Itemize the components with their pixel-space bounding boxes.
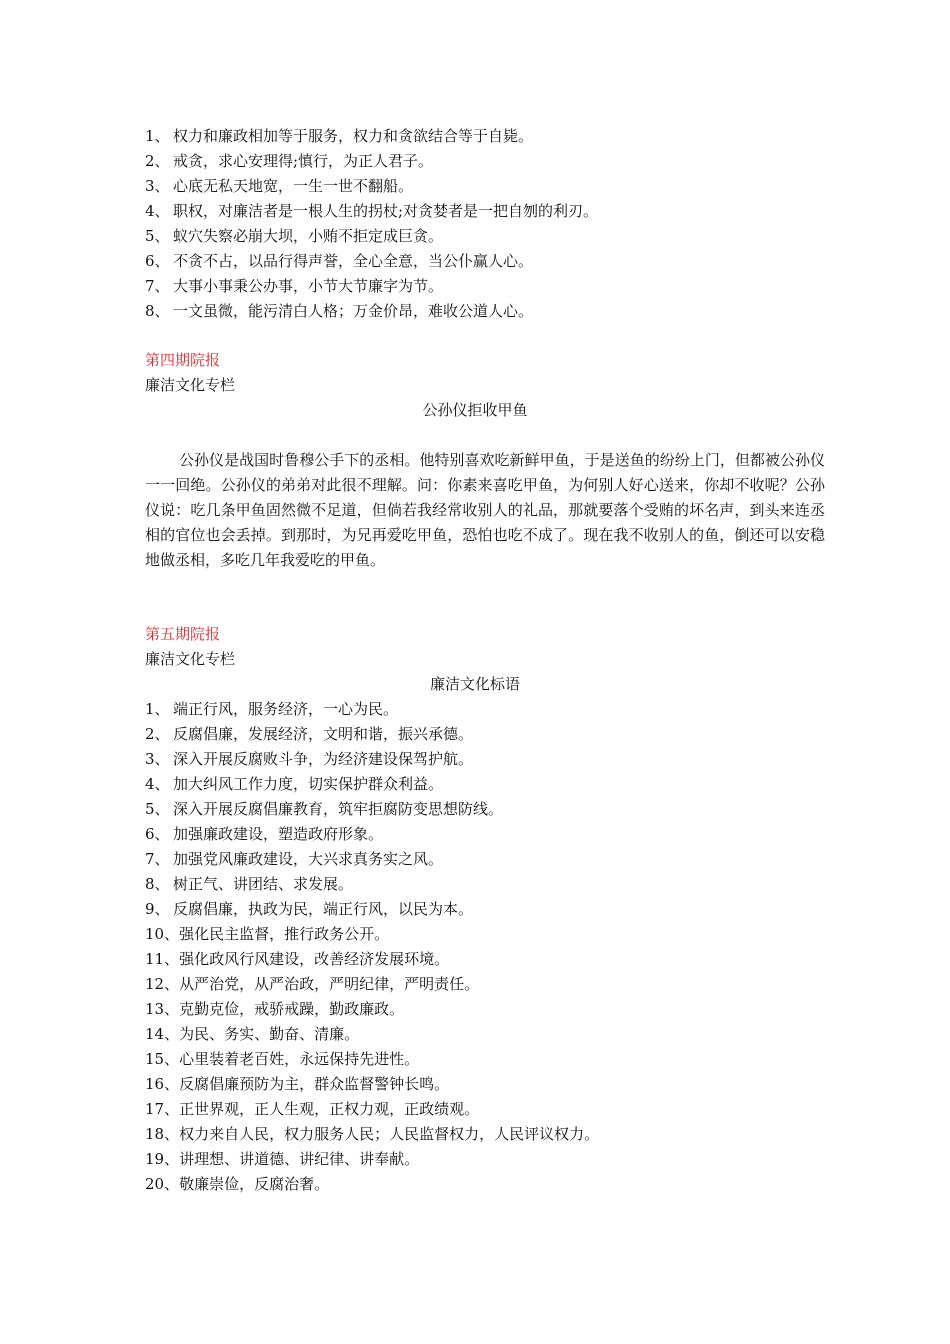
list-item: 5、 蚁穴失察必崩大坝，小贿不拒定成巨贪。 [145, 227, 444, 245]
list-item: 12、从严治党，从严治政，严明纪律，严明责任。 [145, 975, 480, 993]
list-item: 6、 加强廉政建设，塑造政府形象。 [145, 825, 384, 843]
list-item: 10、强化民主监督，推行政务公开。 [145, 925, 390, 943]
list-item: 9、 反腐倡廉，执政为民，端正行风，以民为本。 [145, 900, 474, 918]
list-item: 3、 深入开展反腐败斗争，为经济建设保驾护航。 [145, 750, 474, 768]
list-item: 5、 深入开展反腐倡廉教育，筑牢拒腐防变思想防线。 [145, 800, 504, 818]
list-item: 7、 加强党风廉政建设，大兴求真务实之风。 [145, 850, 444, 868]
column-heading-5: 廉洁文化专栏 [145, 650, 236, 668]
slogan-section-title: 廉洁文化标语 [429, 675, 520, 693]
list-item: 1、 端正行风，服务经济，一心为民。 [145, 700, 399, 718]
list-item: 2、 戒贪，求心安理得;慎行，为正人君子。 [145, 152, 434, 170]
list-item: 8、 树正气、讲团结、求发展。 [145, 875, 354, 893]
list-item: 19、讲理想、讲道德、讲纪律、讲奉献。 [145, 1150, 420, 1168]
list-item: 15、心里装着老百姓，永远保持先进性。 [145, 1050, 420, 1068]
column-heading-4: 廉洁文化专栏 [145, 376, 236, 394]
list-item: 3、 心底无私天地宽，一生一世不翻船。 [145, 177, 414, 195]
article-title: 公孙仪拒收甲鱼 [422, 401, 528, 419]
list-item: 6、 不贪不占，以品行得声誉，全心全意，当公仆赢人心。 [145, 252, 534, 270]
list-item: 14、为民、务实、勤奋、清廉。 [145, 1025, 360, 1043]
list-item: 4、 职权，对廉洁者是一根人生的拐杖;对贪婪者是一把自刎的利刃。 [145, 202, 599, 220]
list-item: 11、强化政风行风建设，改善经济发展环境。 [145, 950, 450, 968]
article-body: 公孙仪是战国时鲁穆公手下的丞相。他特别喜欢吃新鲜甲鱼，于是送鱼的纷纷上门，但都被公孙仪一一回绝。公孙仪的弟弟对此很不理解。问：你素来喜吃甲鱼，为何别人好心送来，你却不收呢？公孙仪说：吃几条甲鱼固然微不足道，但倘若我经常收别人的礼品，那就要落个受贿的坏名声，到头来连丞相的官位也会丢掉。到那时，为兄再爱吃甲鱼，恐怕也吃不成了。现在我不收别人的鱼，倒还可以安稳地做丞相，多吃几年我爱吃的甲鱼。 [145, 451, 825, 569]
list-item: 16、反腐倡廉预防为主，群众监督警钟长鸣。 [145, 1075, 450, 1093]
list-item: 20、敬廉崇俭，反腐治奢。 [145, 1175, 330, 1193]
list-item: 13、克勤克俭，戒骄戒躁，勤政廉政。 [145, 1000, 405, 1018]
list-item: 2、 反腐倡廉，发展经济，文明和谐，振兴承德。 [145, 725, 474, 743]
list-item: 7、 大事小事秉公办事，小节大节廉字为节。 [145, 277, 444, 295]
issue-heading-4: 第四期院报 [145, 351, 221, 369]
list-item: 4、 加大纠风工作力度，切实保护群众利益。 [145, 775, 444, 793]
list-item: 1、 权力和廉政相加等于服务，权力和贪欲结合等于自毙。 [145, 127, 534, 145]
list-item: 18、权力来自人民，权力服务人民；人民监督权力，人民评议权力。 [145, 1125, 600, 1143]
list-item: 17、正世界观，正人生观，正权力观，正政绩观。 [145, 1100, 480, 1118]
issue-heading-5: 第五期院报 [145, 625, 221, 643]
list-item: 8、 一文虽微，能污清白人格；万金价昂，难收公道人心。 [145, 302, 534, 320]
